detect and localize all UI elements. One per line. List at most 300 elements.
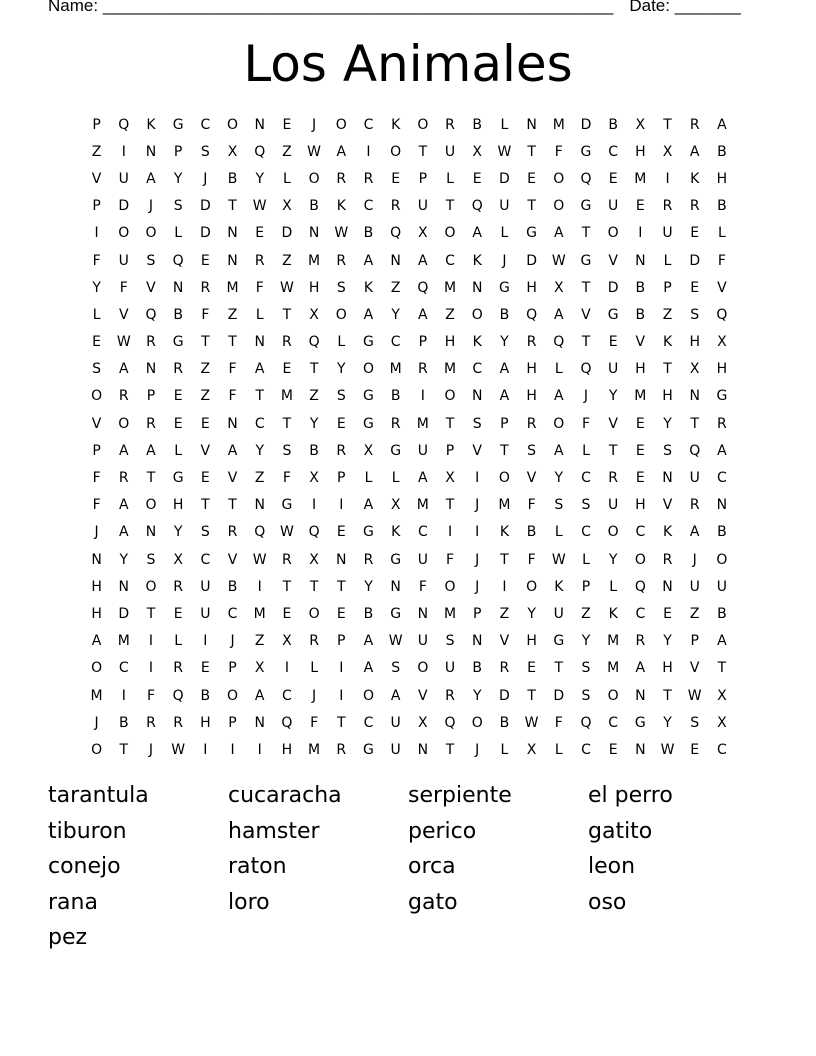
grid-letter: G: [363, 524, 374, 541]
grid-letter: C: [282, 687, 292, 704]
grid-letter: R: [662, 551, 673, 568]
grid-letter: I: [257, 741, 262, 758]
grid-letter: E: [282, 361, 292, 378]
grid-letter: O: [498, 470, 510, 487]
grid-letter: P: [92, 116, 101, 133]
grid-letter: S: [445, 633, 455, 650]
grid-letter: T: [445, 415, 455, 432]
grid-letter: Q: [580, 361, 592, 378]
grid-letter: Q: [580, 714, 592, 731]
grid-letter: D: [689, 252, 701, 269]
grid-letter: S: [690, 306, 700, 323]
grid-letter: B: [499, 306, 510, 323]
grid-letter: A: [91, 633, 102, 650]
grid-letter: Y: [119, 551, 129, 568]
grid-letter: Z: [200, 388, 211, 405]
grid-letter: N: [417, 741, 429, 758]
grid-letter: Q: [281, 714, 293, 731]
grid-letter: T: [119, 741, 129, 758]
grid-letter: R: [635, 633, 646, 650]
grid-letter: O: [553, 170, 565, 187]
grid-letter: O: [335, 116, 347, 133]
grid-letter: T: [282, 306, 292, 323]
grid-letter: P: [500, 415, 509, 432]
grid-letter: H: [662, 388, 673, 405]
grid-letter: R: [146, 714, 156, 731]
grid-letter: B: [227, 170, 238, 187]
grid-letter: U: [716, 578, 728, 595]
grid-letter: I: [203, 741, 208, 758]
word-list-item: oso: [588, 889, 627, 915]
grid-letter: B: [309, 198, 319, 215]
grid-letter: F: [92, 252, 101, 269]
grid-letter: E: [635, 415, 645, 432]
grid-letter: E: [336, 415, 346, 432]
grid-row: [83, 329, 743, 356]
grid-letter: T: [337, 578, 346, 595]
grid-letter: T: [527, 198, 536, 215]
grid-letter: V: [418, 687, 428, 704]
grid-letter: G: [716, 388, 728, 405]
grid-letter: R: [173, 714, 184, 731]
word-list-item: el perro: [588, 783, 673, 808]
grid-letter: Z: [282, 252, 292, 269]
grid-letter: B: [472, 660, 483, 677]
grid-row: [83, 301, 743, 328]
grid-letter: G: [390, 551, 402, 568]
grid-letter: J: [475, 497, 480, 514]
grid-letter: O: [91, 741, 103, 758]
grid-letter: F: [527, 497, 536, 514]
grid-letter: H: [716, 361, 728, 378]
grid-letter: X: [309, 551, 319, 568]
grid-letter: E: [92, 334, 102, 351]
grid-letter: I: [475, 470, 480, 487]
grid-letter: C: [390, 334, 401, 351]
grid-letter: B: [227, 578, 238, 595]
grid-letter: L: [283, 170, 291, 187]
grid-letter: J: [475, 741, 480, 758]
grid-letter: I: [284, 660, 289, 677]
grid-letter: A: [717, 442, 727, 459]
grid-letter: B: [363, 225, 374, 242]
grid-letter: T: [663, 361, 672, 378]
grid-letter: Y: [309, 415, 319, 432]
grid-letter: T: [527, 143, 536, 160]
grid-letter: C: [363, 116, 374, 133]
grid-letter: H: [635, 361, 646, 378]
grid-letter: H: [200, 714, 211, 731]
grid-letter: C: [445, 252, 455, 269]
grid-letter: E: [336, 605, 346, 622]
grid-letter: Q: [118, 116, 130, 133]
word-list-item: rana: [48, 889, 98, 915]
grid-letter: R: [173, 660, 184, 677]
grid-letter: N: [471, 388, 483, 405]
grid-letter: J: [230, 633, 235, 650]
grid-letter: A: [553, 306, 564, 323]
grid-letter: L: [391, 470, 400, 487]
grid-letter: O: [607, 687, 619, 704]
grid-letter: A: [418, 252, 428, 269]
grid-letter: T: [309, 578, 319, 595]
grid-letter: M: [226, 279, 239, 296]
grid-letter: F: [581, 415, 590, 432]
grid-letter: F: [310, 714, 319, 731]
grid-row: [83, 464, 743, 491]
grid-letter: J: [148, 741, 154, 758]
word-list-item: gato: [408, 889, 458, 915]
grid-letter: O: [634, 551, 646, 568]
grid-letter: B: [717, 524, 727, 541]
grid-letter: I: [257, 578, 262, 595]
grid-letter: M: [634, 170, 647, 187]
grid-letter: U: [499, 198, 510, 215]
grid-letter: S: [581, 497, 591, 514]
grid-letter: F: [255, 279, 264, 296]
grid-letter: R: [445, 116, 455, 133]
grid-letter: O: [444, 388, 456, 405]
grid-letter: H: [635, 143, 646, 160]
grid-letter: R: [390, 198, 401, 215]
grid-letter: Q: [172, 252, 184, 269]
grid-letter: G: [363, 388, 374, 405]
grid-letter: C: [254, 415, 265, 432]
grid-letter: K: [499, 524, 509, 541]
grid-letter: N: [662, 578, 673, 595]
grid-letter: L: [364, 470, 373, 487]
grid-letter: W: [116, 334, 131, 351]
grid-letter: B: [608, 116, 618, 133]
grid-letter: I: [203, 633, 208, 650]
grid-letter: I: [230, 741, 235, 758]
grid-letter: V: [608, 252, 618, 269]
grid-letter: H: [281, 741, 293, 758]
grid-letter: A: [146, 170, 156, 187]
grid-letter: E: [635, 470, 645, 487]
grid-letter: M: [443, 361, 457, 378]
grid-letter: X: [717, 687, 727, 704]
grid-letter: A: [499, 388, 510, 405]
grid-letter: B: [118, 714, 129, 731]
grid-letter: B: [499, 714, 510, 731]
grid-letter: R: [336, 252, 347, 269]
grid-letter: T: [554, 660, 564, 677]
grid-letter: K: [363, 279, 374, 296]
grid-letter: Q: [553, 334, 565, 351]
grid-letter: E: [255, 225, 265, 242]
word-list-item: loro: [228, 889, 270, 915]
grid-letter: M: [443, 605, 457, 622]
grid-letter: I: [339, 687, 344, 704]
grid-letter: K: [554, 578, 564, 595]
grid-letter: R: [173, 578, 184, 595]
grid-letter: R: [662, 198, 673, 215]
grid-letter: A: [499, 361, 510, 378]
grid-letter: Y: [663, 633, 672, 650]
grid-letter: A: [118, 497, 129, 514]
grid-row: [83, 437, 743, 464]
grid-letter: E: [527, 170, 537, 187]
grid-letter: R: [717, 415, 727, 432]
grid-letter: Z: [282, 143, 292, 160]
grid-letter: M: [416, 415, 429, 432]
grid-letter: O: [607, 524, 619, 541]
grid-letter: T: [581, 334, 591, 351]
grid-letter: R: [445, 687, 455, 704]
grid-letter: A: [118, 442, 129, 459]
grid-letter: R: [173, 361, 184, 378]
grid-letter: N: [662, 470, 673, 487]
grid-letter: M: [308, 741, 321, 758]
grid-letter: U: [118, 252, 129, 269]
grid-letter: F: [92, 497, 101, 514]
grid-letter: J: [583, 388, 589, 405]
grid-letter: U: [200, 578, 211, 595]
grid-letter: G: [172, 116, 184, 133]
grid-letter: Z: [91, 143, 102, 160]
grid-letter: G: [363, 415, 374, 432]
grid-letter: J: [203, 170, 208, 187]
grid-letter: P: [173, 143, 183, 160]
grid-letter: E: [173, 415, 183, 432]
grid-letter: D: [553, 687, 565, 704]
grid-letter: M: [443, 279, 457, 296]
grid-letter: T: [146, 470, 156, 487]
grid-letter: J: [475, 578, 480, 595]
grid-letter: Y: [663, 714, 672, 731]
grid-row: [83, 193, 743, 220]
grid-letter: I: [339, 497, 344, 514]
grid-letter: R: [282, 334, 292, 351]
grid-letter: U: [390, 714, 401, 731]
grid-letter: L: [337, 334, 346, 351]
grid-letter: H: [689, 334, 700, 351]
grid-letter: H: [526, 633, 537, 650]
grid-letter: K: [472, 334, 482, 351]
grid-letter: T: [500, 442, 509, 459]
grid-letter: G: [281, 497, 293, 514]
grid-letter: F: [527, 551, 536, 568]
word-list-item: hamster: [228, 818, 320, 844]
grid-letter: S: [200, 524, 210, 541]
grid-letter: U: [417, 551, 428, 568]
grid-letter: A: [363, 497, 374, 514]
grid-letter: D: [199, 225, 211, 242]
grid-letter: R: [417, 361, 428, 378]
grid-letter: O: [145, 497, 157, 514]
grid-letter: P: [418, 170, 428, 187]
grid-letter: N: [118, 578, 130, 595]
grid-letter: V: [635, 334, 646, 351]
grid-letter: G: [580, 252, 592, 269]
grid-letter: W: [551, 252, 566, 269]
grid-letter: R: [254, 252, 265, 269]
grid-letter: A: [254, 687, 265, 704]
grid-letter: C: [581, 741, 591, 758]
grid-letter: W: [524, 714, 539, 731]
grid-letter: L: [446, 170, 454, 187]
grid-row: [83, 628, 743, 655]
grid-letter: T: [418, 143, 428, 160]
grid-letter: A: [689, 524, 700, 541]
grid-letter: O: [607, 225, 619, 242]
grid-letter: C: [417, 524, 428, 541]
grid-letter: Y: [663, 415, 672, 432]
grid-letter: V: [91, 415, 102, 432]
grid-letter: S: [282, 442, 292, 459]
grid-letter: Z: [390, 279, 401, 296]
grid-letter: R: [146, 334, 156, 351]
grid-letter: V: [717, 279, 727, 296]
grid-letter: Q: [689, 442, 701, 459]
grid-letter: A: [472, 225, 482, 242]
grid-letter: A: [418, 470, 428, 487]
grid-letter: L: [310, 660, 318, 677]
grid-letter: N: [172, 279, 184, 296]
grid-letter: J: [94, 714, 99, 731]
grid-letter: C: [200, 116, 211, 133]
header-line: [48, 0, 741, 16]
grid-letter: C: [608, 714, 619, 731]
grid-letter: R: [227, 524, 238, 541]
grid-letter: V: [526, 470, 537, 487]
grid-letter: T: [717, 660, 727, 677]
grid-letter: Q: [526, 306, 538, 323]
grid-letter: D: [499, 170, 510, 187]
grid-letter: A: [717, 116, 727, 133]
grid-letter: X: [635, 116, 646, 133]
word-list-item: perico: [408, 818, 477, 844]
grid-letter: G: [607, 306, 619, 323]
grid-letter: O: [91, 388, 103, 405]
grid-letter: E: [173, 605, 183, 622]
grid-letter: W: [307, 143, 322, 160]
grid-letter: K: [690, 170, 700, 187]
grid-letter: X: [418, 714, 428, 731]
grid-letter: I: [94, 225, 99, 242]
grid-letter: E: [173, 388, 183, 405]
grid-letter: P: [92, 442, 101, 459]
grid-letter: J: [148, 198, 154, 215]
grid-letter: O: [444, 578, 456, 595]
grid-letter: G: [580, 143, 592, 160]
grid-letter: P: [445, 442, 455, 459]
grid-letter: R: [336, 442, 347, 459]
grid-letter: W: [279, 524, 294, 541]
grid-letter: D: [118, 605, 130, 622]
grid-row: [83, 573, 743, 600]
grid-letter: M: [389, 361, 402, 378]
grid-letter: N: [254, 497, 265, 514]
grid-letter: B: [717, 198, 727, 215]
grid-letter: S: [690, 714, 700, 731]
grid-letter: E: [635, 198, 645, 215]
grid-letter: E: [336, 524, 346, 541]
grid-letter: S: [200, 143, 210, 160]
grid-letter: R: [689, 497, 700, 514]
grid-letter: H: [526, 279, 537, 296]
grid-letter: C: [227, 605, 238, 622]
grid-letter: P: [337, 470, 346, 487]
grid-letter: I: [121, 143, 126, 160]
grid-letter: A: [717, 633, 727, 650]
grid-letter: Y: [608, 551, 618, 568]
grid-letter: B: [717, 143, 727, 160]
grid-letter: P: [663, 279, 672, 296]
grid-letter: F: [92, 470, 101, 487]
grid-letter: B: [173, 306, 183, 323]
grid-letter: T: [201, 334, 210, 351]
grid-letter: T: [445, 741, 455, 758]
grid-letter: I: [447, 524, 453, 541]
grid-letter: P: [228, 714, 237, 731]
grid-letter: R: [336, 741, 347, 758]
grid-letter: C: [635, 605, 646, 622]
grid-letter: W: [252, 551, 267, 568]
grid-letter: S: [391, 660, 401, 677]
grid-letter: N: [254, 116, 265, 133]
grid-letter: X: [526, 741, 537, 758]
grid-letter: A: [553, 225, 564, 242]
grid-letter: Y: [92, 279, 101, 296]
grid-letter: M: [634, 388, 647, 405]
grid-letter: L: [718, 225, 726, 242]
grid-row: [83, 274, 743, 301]
grid-letter: T: [282, 578, 292, 595]
grid-letter: H: [716, 170, 728, 187]
grid-row: [83, 736, 743, 763]
grid-letter: Y: [472, 687, 482, 704]
grid-letter: T: [255, 388, 264, 405]
grid-letter: C: [717, 470, 727, 487]
grid-letter: L: [582, 551, 590, 568]
word-list-item: tarantula: [48, 783, 149, 808]
grid-letter: D: [199, 198, 211, 215]
grid-letter: V: [689, 660, 700, 677]
grid-letter: N: [526, 116, 537, 133]
grid-letter: S: [527, 442, 537, 459]
grid-letter: Y: [173, 524, 183, 541]
grid-letter: I: [366, 143, 371, 160]
grid-letter: A: [363, 660, 374, 677]
grid-row: [83, 383, 743, 410]
grid-letter: T: [201, 497, 210, 514]
grid-letter: W: [388, 633, 403, 650]
grid-letter: B: [635, 279, 646, 296]
grid-letter: Q: [308, 524, 320, 541]
grid-letter: K: [336, 198, 346, 215]
grid-letter: Q: [254, 524, 266, 541]
grid-letter: C: [717, 741, 727, 758]
grid-letter: T: [228, 334, 237, 351]
name-field-label: Name: ______________________________________________________: [48, 0, 614, 15]
grid-letter: U: [417, 198, 428, 215]
grid-letter: E: [200, 252, 210, 269]
grid-letter: T: [445, 497, 455, 514]
grid-letter: T: [337, 714, 346, 731]
grid-letter: Y: [391, 306, 400, 323]
grid-letter: R: [282, 551, 292, 568]
grid-letter: O: [417, 116, 429, 133]
grid-letter: L: [174, 442, 183, 459]
word-list-item: conejo: [48, 854, 121, 880]
grid-letter: U: [553, 605, 564, 622]
grid-letter: K: [472, 252, 482, 269]
grid-letter: O: [227, 687, 239, 704]
grid-letter: I: [420, 388, 425, 405]
grid-letter: I: [502, 578, 507, 595]
